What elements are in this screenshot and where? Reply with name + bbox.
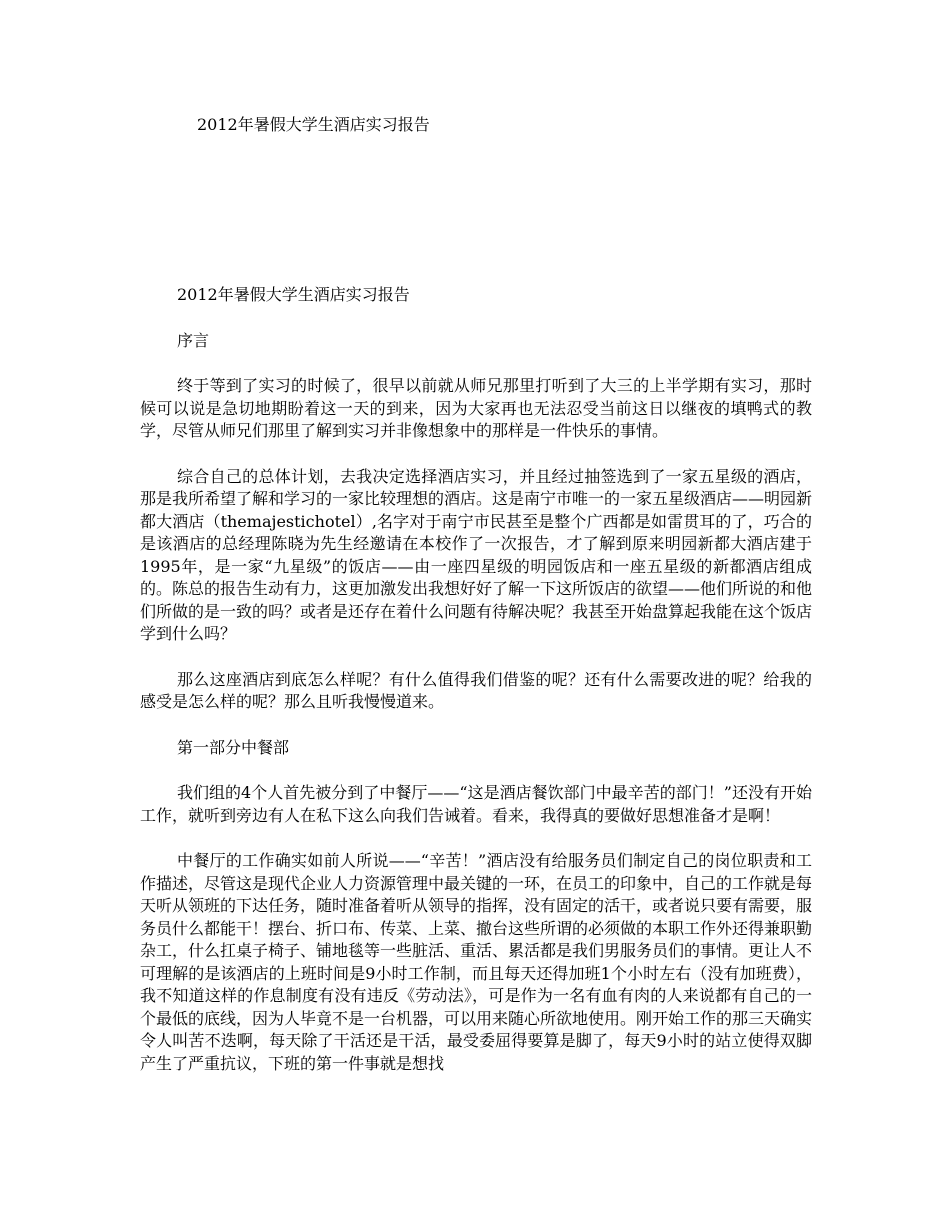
document-title: 2012年暑假大学生酒店实习报告 [177,285,410,304]
section-heading-chinese-restaurant: 第一部分中餐部 [177,737,290,757]
paragraph-3: 那么这座酒店到底怎么样呢？有什么值得我们借鉴的呢？还有什么需要改进的呢？给我的感受是怎么样的呢？那么且听我慢慢道来。 [140,669,812,711]
paragraph-2: 综合自己的总体计划，去我决定选择酒店实习，并且经过抽签选到了一家五星级的酒店，那是我所希望了解和学习的一家比较理想的酒店。这是南宁市唯一的一家五星级酒店——明园新都大酒店（themajestichotel）,名字对于南宁市民甚至是整个广西都是如雷贯耳的了，巧合的是该酒店的总经理陈晓为先生经邀请在本校作了一次报告，才了解到原来明园新都大酒店建于1995年，是一家“九星级”的饭店——由一座四星级的明园饭店和一座五星级的新都酒店组成的。陈总的报告生动有力，这更加激发出我想好好了解一下这所饭店的欲望——他们所说的和他们所做的是一致的吗？或者是还存在着什么问题有待解决呢？我甚至开始盘算起我能在这个饭店学到什么吗？ [140,466,813,643]
cover-title: 2012年暑假大学生酒店实习报告 [197,115,430,134]
preface-heading: 序言 [177,330,210,350]
paragraph-1: 终于等到了实习的时候了，很早以前就从师兄那里打听到了大三的上半学期有实习，那时候可以说是急切地期盼着这一天的到来，因为大家再也无法忍受当前这日以继夜的填鸭式的教学，尽管从师兄们那里了解到实习并非像想象中的那样是一件快乐的事情。 [140,376,812,440]
paragraph-4: 我们组的4个人首先被分到了中餐厅——“这是酒店餐饮部门中最辛苦的部门！”还没有开始工作，就听到旁边有人在私下这么向我们告诫着。看来，我得真的要做好思想准备才是啊！ [140,783,812,825]
document-body [140,284,812,1098]
paragraph-5: 中餐厅的工作确实如前人所说——“辛苦！”酒店没有给服务员们制定自己的岗位职责和工作描述，尽管这是现代企业人力资源管理中最关键的一环，在员工的印象中，自己的工作就是每天听从领班的下达任务，随时准备着听从领导的指挥，没有固定的活干，或者说只要有需要，服务员什么都能干！摆台、折口布、传菜、上菜、撤台这些所谓的必须做的本职工作外还得兼职勤杂工，什么扛桌子椅子、铺地毯等一些脏活、重活、累活都是我们男服务员们的事情。更让人不可理解的是该酒店的上班时间是9小时工作制，而且每天还得加班1个小时左右（没有加班费），我不知道这样的作息制度有没有违反《劳动法》，可是作为一名有血有肉的人来说都有自己的一个最低的底线，因为人毕竟不是一台机器，可以用来随心所欲地使用。刚开始工作的那三天确实令人叫苦不迭啊，每天除了干活还是干活，最受委屈得要算是脚了，每天9小时的站立使得双脚产生了严重抗议，下班的第一件事就是想找 [140,851,813,1073]
